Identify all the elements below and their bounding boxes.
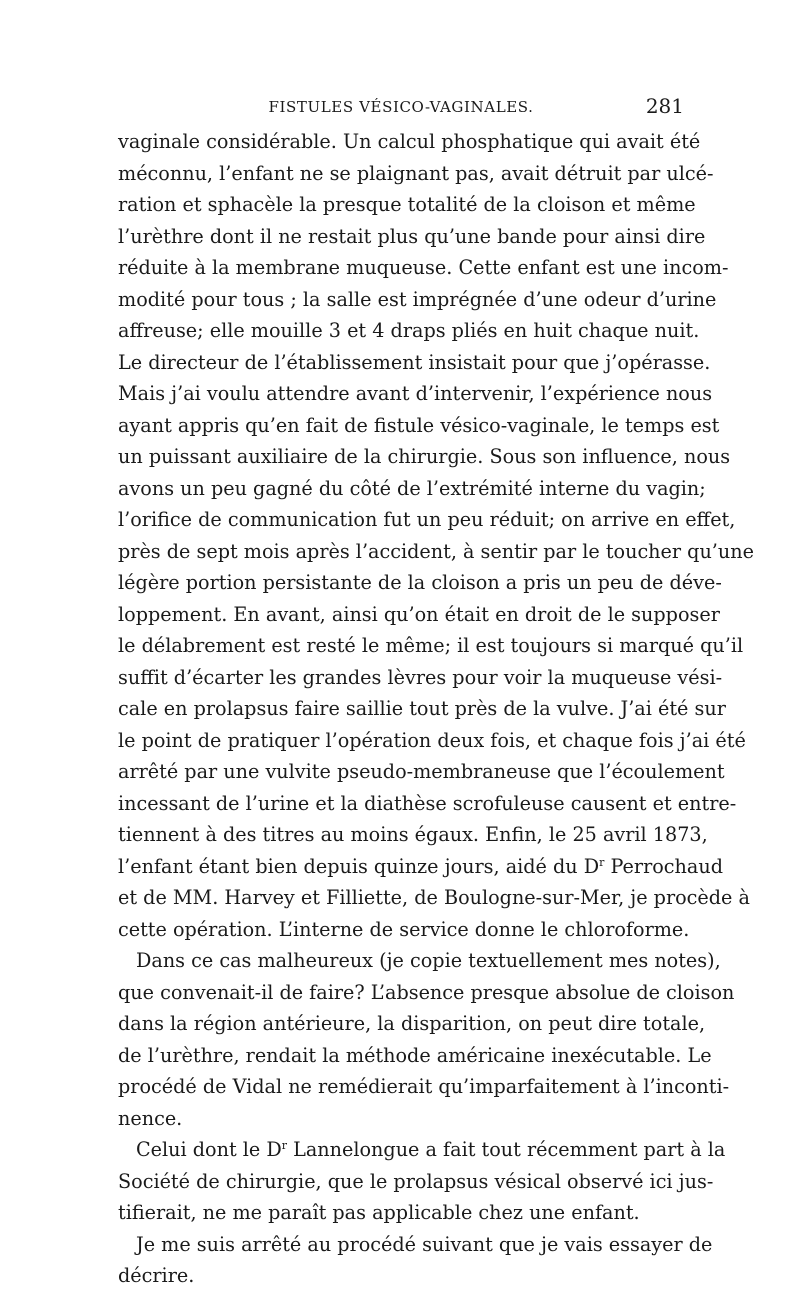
superscript: r bbox=[281, 1139, 288, 1152]
text-line: Dans ce cas malheureux (je copie textuellement mes notes), bbox=[136, 949, 721, 972]
text-line: Le directeur de l’établissement insistait pour que j’opérasse. bbox=[118, 350, 711, 374]
body-text bbox=[118, 126, 754, 1292]
text-line: légère portion persistante de la cloison a pris un peu de déve- bbox=[118, 571, 722, 594]
text-line: arrêté par une vulvite pseudo-membraneuse que l’écoulement bbox=[118, 760, 725, 783]
text-line: l’enfant étant bien depuis quinze jours, aidé du $D^r$ Perrochaud bbox=[118, 854, 723, 878]
text-line: méconnu, l’enfant ne se plaignant pas, avait détruit par ulcé- bbox=[118, 161, 714, 185]
text-line: Mais j’ai voulu attendre avant d’intervenir, l’expérience nous bbox=[118, 382, 713, 405]
text-line: ration et sphacèle la presque totalité de la cloison et même bbox=[118, 193, 696, 216]
text-line: incessant de l’urine et la diathèse scrofuleuse causent et entre- bbox=[118, 791, 737, 815]
text-line: dans la région antérieure, la disparition, on peut dire totale, bbox=[118, 1012, 706, 1035]
text-line: le point de pratiquer l’opération deux fois, et chaque fois j’ai été bbox=[118, 728, 746, 752]
text-line: tifierait, ne me paraît pas applicable chez une enfant. bbox=[118, 1201, 640, 1224]
text-line: Celui dont le $D^r$ Lannelongue a fait tout récemment part à la bbox=[136, 1138, 726, 1161]
text-line: de l’urèthre, rendait la méthode américaine inexécutable. Le bbox=[118, 1043, 712, 1067]
text-line: vaginale considérable. Un calcul phosphatique qui avait été bbox=[118, 130, 701, 153]
text-line: réduite à la membrane muqueuse. Cette enfant est une incom- bbox=[118, 256, 729, 279]
text-line: Société de chirurgie, que le prolapsus vésical observé ici jus- bbox=[118, 1169, 714, 1193]
text-line: nence. bbox=[118, 1106, 183, 1130]
text-line: procédé de Vidal ne remédierait qu’imparfaitement à l’inconti- bbox=[118, 1075, 730, 1098]
superscript: r bbox=[599, 855, 605, 869]
text-line: près de sept mois après l’accident, à sentir par le toucher qu’une bbox=[118, 539, 754, 563]
page-number: 281 bbox=[645, 94, 684, 118]
text-line: affreuse; elle mouille 3 et 4 draps pliés en huit chaque nuit. bbox=[118, 319, 700, 342]
text-line: l’orifice de communication fut un peu réduit; on arrive en effet, bbox=[118, 508, 736, 531]
text-line: modité pour tous ; la salle est imprégnée d’une odeur d’urine bbox=[118, 287, 717, 311]
text-line: loppement. En avant, ainsi qu’on était en droit de le supposer bbox=[118, 602, 720, 626]
text-line: cette opération. L’interne de service donne le chloroforme. bbox=[118, 917, 690, 941]
text-line: Je me suis arrêté au procédé suivant que je vais essayer de bbox=[136, 1232, 713, 1256]
text-line: avons un peu gagné du côté de l’extrémité interne du vagin; bbox=[118, 476, 706, 500]
text-line: suffit d’écarter les grandes lèvres pour voir la muqueuse vési- bbox=[118, 665, 723, 689]
text-line: le délabrement est resté le même; il est toujours si marqué qu’il bbox=[118, 634, 744, 657]
text-line: l’urèthre dont il ne restait plus qu’une bande pour ainsi dire bbox=[118, 224, 706, 248]
text-line: et de MM. Harvey et Filliette, de Boulogne-sur-Mer, je procède à bbox=[118, 886, 750, 909]
text-line: décrire. bbox=[118, 1264, 195, 1287]
running-header bbox=[118, 96, 684, 124]
text-line: cale en prolapsus faire saillie tout près de la vulve. J’ai été sur bbox=[118, 697, 726, 720]
running-title: FISTULES VÉSICO-VAGINALES. bbox=[268, 98, 534, 116]
text-line: un puissant auxiliaire de la chirurgie. Sous son influence, nous bbox=[118, 445, 731, 468]
text-line: ayant appris qu’en fait de fistule vésico-vaginale, le temps est bbox=[118, 413, 720, 437]
text-line: que convenait-il de faire? L’absence presque absolue de cloison bbox=[118, 980, 735, 1004]
text-line: tiennent à des titres au moins égaux. Enfin, le 25 avril 1873, bbox=[118, 823, 708, 846]
